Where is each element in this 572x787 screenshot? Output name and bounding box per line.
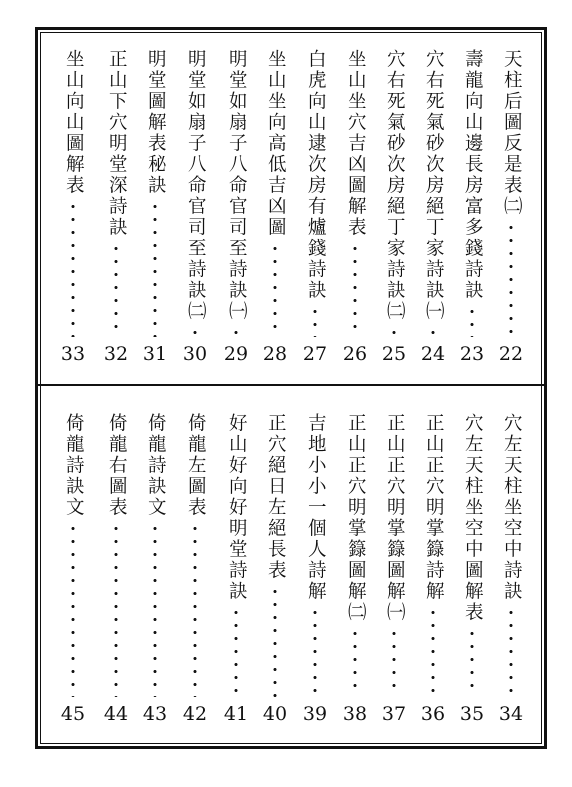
toc-page-number: 24 xyxy=(420,343,446,365)
leader-dots xyxy=(509,221,513,337)
toc-entry[interactable] xyxy=(374,413,414,697)
toc-page-number: 44 xyxy=(103,703,129,725)
toc-page-number: 23 xyxy=(459,343,485,365)
leader-dots xyxy=(71,200,75,337)
toc-page-number: 41 xyxy=(223,703,249,725)
toc-entry-title: 明堂如扇子八命官司至詩訣㈠ xyxy=(226,49,248,322)
toc-page-number: 43 xyxy=(142,703,168,725)
toc-entry[interactable] xyxy=(255,49,295,337)
toc-entry-title: 穴左天柱坐空中圖解表 xyxy=(462,413,484,623)
toc-entry-title: 坐山向山圖解表 xyxy=(63,49,85,196)
toc-page-number: 25 xyxy=(381,343,407,365)
toc-entry-title: 正山正穴明掌籙詩解 xyxy=(423,413,445,602)
toc-page-number: 31 xyxy=(142,343,168,365)
leader-dots xyxy=(234,606,238,697)
leader-dots xyxy=(392,326,396,337)
toc-page-number: 45 xyxy=(60,703,86,725)
toc-page-number: 22 xyxy=(498,343,524,365)
section-divider xyxy=(38,384,544,386)
leader-dots xyxy=(153,200,157,337)
toc-entry[interactable] xyxy=(96,49,136,337)
toc-entry-title: 好山好向好明堂詩訣 xyxy=(226,413,248,602)
toc-entry[interactable] xyxy=(175,413,215,697)
toc-page-number: 27 xyxy=(302,343,328,365)
leader-dots xyxy=(71,522,75,697)
leader-dots xyxy=(431,326,435,337)
leader-dots xyxy=(153,522,157,697)
toc-page-number: 42 xyxy=(182,703,208,725)
leader-dots xyxy=(509,606,513,697)
toc-page-number: 28 xyxy=(262,343,288,365)
toc-page-number: 26 xyxy=(342,343,368,365)
toc-page-number: 38 xyxy=(342,703,368,725)
toc-entry[interactable] xyxy=(216,413,256,697)
toc-entry[interactable] xyxy=(413,413,453,697)
toc-entry-title: 吉地小小一個人詩解 xyxy=(305,413,327,602)
toc-entry[interactable] xyxy=(413,49,453,337)
toc-page-number: 30 xyxy=(182,343,208,365)
toc-entry[interactable] xyxy=(175,49,215,337)
toc-entry[interactable] xyxy=(491,49,531,337)
toc-page-number: 37 xyxy=(381,703,407,725)
toc-entry-title: 坐山坐穴吉凶圖解表 xyxy=(345,49,367,238)
toc-entry-title: 明堂如扇子八命官司至詩訣㈡ xyxy=(185,49,207,322)
toc-entry[interactable] xyxy=(216,49,256,337)
leader-dots xyxy=(470,627,474,697)
toc-page-number: 35 xyxy=(459,703,485,725)
toc-entry[interactable] xyxy=(135,49,175,337)
toc-page-number: 34 xyxy=(498,703,524,725)
toc-page-number: 36 xyxy=(420,703,446,725)
toc-entry[interactable] xyxy=(135,413,175,697)
toc-entry-title: 天柱后圖反是表㈡ xyxy=(501,49,523,217)
toc-page-number: 39 xyxy=(302,703,328,725)
leader-dots xyxy=(353,242,357,337)
toc-entry[interactable] xyxy=(295,413,335,697)
toc-entry[interactable] xyxy=(53,413,93,697)
toc-entry-title: 正山正穴明掌籙圖解㈠ xyxy=(384,413,406,623)
toc-entry[interactable] xyxy=(255,413,295,697)
leader-dots xyxy=(114,242,118,337)
toc-entry-title: 穴右死氣砂次房絕丁家詩訣㈠ xyxy=(423,49,445,322)
toc-page-number: 40 xyxy=(262,703,288,725)
toc-page-number: 33 xyxy=(60,343,86,365)
toc-entry[interactable] xyxy=(96,413,136,697)
toc-entry[interactable] xyxy=(452,49,492,337)
toc-entry[interactable] xyxy=(491,413,531,697)
toc-entry[interactable] xyxy=(335,413,375,697)
toc-page-number: 29 xyxy=(223,343,249,365)
leader-dots xyxy=(470,305,474,337)
leader-dots xyxy=(431,606,435,697)
leader-dots xyxy=(392,627,396,697)
toc-entry-title: 倚龍詩訣文 xyxy=(145,413,167,518)
leader-dots xyxy=(273,242,277,337)
toc-entry[interactable] xyxy=(53,49,93,337)
leader-dots xyxy=(313,606,317,697)
toc-entry-title: 穴左天柱坐空中詩訣 xyxy=(501,413,523,602)
leader-dots xyxy=(193,522,197,697)
toc-entry-title: 坐山坐向高低吉凶圖 xyxy=(265,49,287,238)
toc-entry-title: 明堂圖解表秘訣 xyxy=(145,49,167,196)
toc-entry[interactable] xyxy=(452,413,492,697)
toc-entry-title: 倚龍詩訣文 xyxy=(63,413,85,518)
toc-page-number: 32 xyxy=(103,343,129,365)
leader-dots xyxy=(234,326,238,337)
leader-dots xyxy=(353,627,357,697)
toc-entry-title: 正山下穴明堂深詩訣 xyxy=(106,49,128,238)
leader-dots xyxy=(193,326,197,337)
toc-entry[interactable] xyxy=(374,49,414,337)
leader-dots xyxy=(114,522,118,697)
leader-dots xyxy=(313,305,317,337)
toc-entry-title: 白虎向山逮次房有爐錢詩訣 xyxy=(305,49,327,301)
toc-entry-title: 壽龍向山邊長房富多錢詩訣 xyxy=(462,49,484,301)
leader-dots xyxy=(273,585,277,697)
toc-entry-title: 倚龍左圖表 xyxy=(185,413,207,518)
toc-entry-title: 穴右死氣砂次房絕丁家詩訣㈡ xyxy=(384,49,406,322)
toc-entry-title: 倚龍右圖表 xyxy=(106,413,128,518)
toc-entry-title: 正穴絕日左絕長表 xyxy=(265,413,287,581)
toc-entry-title: 正山正穴明掌籙圖解㈡ xyxy=(345,413,367,623)
toc-entry[interactable] xyxy=(295,49,335,337)
toc-entry[interactable] xyxy=(335,49,375,337)
